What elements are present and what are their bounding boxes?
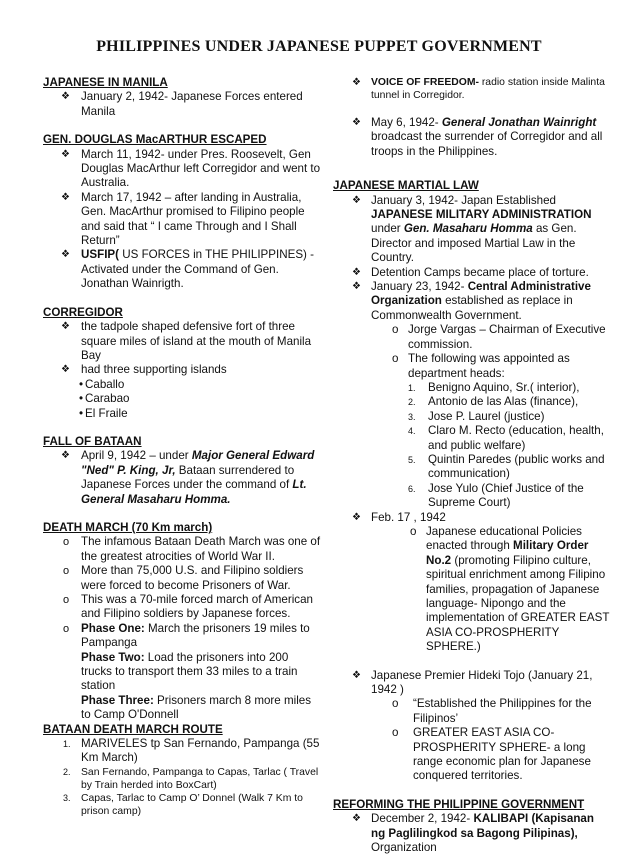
diamond-bullet-icon: ❖ [352, 194, 361, 206]
section-heading-bataan: FALL OF BATAAN [43, 434, 142, 448]
list-item: o This was a 70-mile forced march of American and Filipino soldiers by Japanese forces. [63, 593, 313, 621]
list-item: ❖ January 2, 1942- Japanese Forces entered Manila [61, 90, 303, 118]
circle-bullet-icon: o [63, 565, 70, 578]
sub-list-item: o “Established the Philippines for the Filipinos’ [392, 697, 592, 725]
department-head-item: 3. Jose P. Laurel (justice) [408, 409, 545, 423]
right-column [333, 76, 611, 856]
circle-bullet-icon: o [63, 536, 70, 549]
department-head-item: 5. Quintin Paredes (public works and communication) [408, 452, 605, 481]
list-number: 4. [408, 426, 416, 437]
sub-list-item: o GREATER EAST ASIA CO-PROSPHERITY SPHERE- a long range economic plan for Japanese conquered territories. [392, 726, 591, 783]
diamond-bullet-icon: ❖ [61, 321, 70, 333]
circle-bullet-icon: o [392, 323, 399, 337]
list-number: 2. [63, 766, 71, 777]
page-title: PHILIPPINES UNDER JAPANESE PUPPET GOVERNMENT [96, 38, 542, 55]
diamond-bullet-icon: ❖ [352, 669, 361, 681]
list-item: ❖ VOICE OF FREEDOM- radio station inside Malinta tunnel in Corregidor. [352, 77, 605, 101]
list-item: ❖ December 2, 1942- KALIBAPI (Kapisanan ng Paglilingkod sa Bagong Pilipinas), Organization [352, 812, 594, 855]
diamond-bullet-icon: ❖ [352, 281, 361, 293]
diamond-bullet-icon: ❖ [352, 511, 361, 523]
list-number: 2. [408, 397, 416, 408]
list-item: o More than 75,000 U.S. and Filipino soldiers were forced to become Prisoners of War. [63, 564, 304, 592]
list-item: ❖ the tadpole shaped defensive fort of three square miles of island at the mouth of Manila Bay [61, 320, 312, 362]
diamond-bullet-icon: ❖ [352, 813, 361, 825]
list-item: o Phase One: March the prisoners 19 miles to Pampanga Phase Two: Load the prisoners into 200 trucks to transport them 33 miles to a train station Phase Three: Prisoners march 8 more miles to Camp O'Donnell [63, 621, 312, 722]
list-item: ❖ January 3, 1942- Japan Established JAPANESE MILITARY ADMINISTRATION under Gen. Masaharu Homma as Gen. Director and imposed Martial Law in the Country. [352, 193, 592, 265]
list-number: 3. [408, 411, 416, 422]
list-item: ❖ Japanese Premier Hideki Tojo (January 21, 1942 ) [352, 668, 593, 697]
diamond-bullet-icon: ❖ [61, 450, 70, 462]
diamond-bullet-icon: ❖ [352, 266, 361, 278]
list-number: 1. [408, 382, 416, 393]
section-heading-reform: REFORMING THE PHILIPPINE GOVERNMENT [333, 797, 585, 811]
list-item: ❖ Detention Camps became place of torture. [352, 265, 589, 279]
department-head-item: 2. Antonio de las Alas (finance), [408, 395, 579, 409]
list-item: 3. Capas, Tarlac to Camp O’ Donnel (Walk 7 Km to prison camp) [63, 792, 303, 817]
list-item: o The infamous Bataan Death March was one of the greatest atrocities of World War II. [63, 535, 321, 563]
list-number: 5. [408, 454, 416, 465]
section-heading-death-march: DEATH MARCH (70 Km march) [43, 520, 213, 534]
section-heading-corregidor: CORREGIDOR [43, 305, 123, 319]
section-heading-route: BATAAN DEATH MARCH ROUTE [43, 722, 223, 736]
circle-bullet-icon: o [392, 352, 399, 366]
dot-bullet-icon: • [79, 406, 84, 420]
diamond-bullet-icon: ❖ [61, 191, 70, 203]
department-head-item: 6. Jose Yulo (Chief Justice of the Supreme Court) [408, 481, 584, 510]
diamond-bullet-icon: ❖ [61, 148, 70, 160]
circle-bullet-icon: o [63, 622, 70, 635]
list-number: 1. [63, 739, 71, 750]
list-item: ❖ January 23, 1942- Central Administrative Organization established as replace in Commonwealth Government. [352, 280, 591, 322]
island-item: • Caballo [79, 377, 125, 391]
department-head-item: 4. Claro M. Recto (education, health, and public welfare) [408, 424, 604, 452]
diamond-bullet-icon: ❖ [352, 77, 361, 88]
list-item: ❖ March 17, 1942 – after landing in Australia, Gen. MacArthur promised to Filipino people and said that “ I came Through and I Shall Return” [61, 190, 305, 248]
left-column [43, 76, 321, 818]
list-number: 3. [63, 792, 71, 803]
list-item: 2. San Fernando, Pampanga to Capas, Tarlac ( Travel by Train herded into BoxCart) [63, 766, 319, 791]
list-item: ❖ USFIP( US FORCES in THE PHILIPPINES) -Activated under the Command of Gen. Jonathan Wainrigth. [61, 248, 315, 291]
dot-bullet-icon: • [79, 392, 84, 406]
list-item: ❖ Feb. 17 , 1942 [352, 510, 446, 524]
island-item: • Carabao [79, 392, 130, 406]
diamond-bullet-icon: ❖ [61, 364, 70, 376]
sub-list-item: o Japanese educational Policies enacted through Military Order No.2 (promoting Filipino culture, spiritual enrichment among Filipino families, propagation of Japanese language- Nipongo and the implementation of GREATER EAST ASIA CO-PROSPHERITY SPHERE.) [410, 524, 610, 654]
sub-list-item: o Jorge Vargas – Chairman of Executive commission. [392, 323, 606, 351]
sub-list-item: o The following was appointed as department heads: [392, 352, 570, 380]
circle-bullet-icon: o [392, 726, 399, 740]
diamond-bullet-icon: ❖ [352, 117, 361, 128]
department-head-item: 1. Benigno Aquino, Sr.( interior), [408, 380, 580, 394]
circle-bullet-icon: o [410, 524, 417, 538]
circle-bullet-icon: o [63, 594, 70, 606]
list-number: 6. [408, 483, 416, 494]
section-heading-macarthur: GEN. DOUGLAS MacARTHUR ESCAPED [43, 133, 267, 147]
list-item: ❖ March 11, 1942- under Pres. Roosevelt, Gen Douglas MacArthur left Corregidor and went to Australia. [61, 147, 321, 190]
circle-bullet-icon: o [392, 697, 399, 711]
island-item: • El Fraile [79, 406, 128, 420]
diamond-bullet-icon: ❖ [61, 91, 70, 103]
dot-bullet-icon: • [79, 377, 84, 391]
list-item: 1. MARIVELES tp San Fernando, Pampanga (55 Km March) [63, 737, 320, 765]
list-item: ❖ April 9, 1942 – under Major General Edward "Ned" P. King, Jr, Bataan surrendered to Japanese Forces under the command of Lt. General Masaharu Homma. [61, 449, 315, 506]
list-item: ❖ May 6, 1942- General Jonathan Wainright broadcast the surrender of Corregidor and all troops in the Philippines. [352, 116, 603, 158]
list-item: ❖ had three supporting islands [61, 363, 227, 377]
diamond-bullet-icon: ❖ [61, 249, 70, 261]
section-heading-manila: JAPANESE IN MANILA [43, 76, 168, 89]
section-heading-martial-law: JAPANESE MARTIAL LAW [333, 179, 479, 193]
